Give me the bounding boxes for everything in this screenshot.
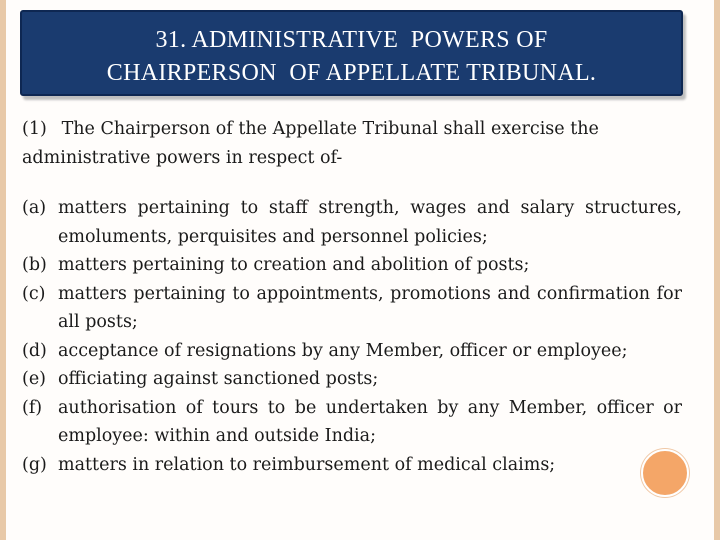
list-item-label: (b) [22, 255, 47, 275]
list-item-text: authorisation of tours to be undertaken by any Member, officer or employee: within and outside India; [58, 397, 682, 446]
list-item [22, 365, 682, 394]
slide-title [20, 10, 683, 96]
list-item [22, 337, 682, 366]
list-item-text: acceptance of resignations by any Member, officer or employee; [58, 340, 628, 361]
list-item [22, 251, 682, 280]
decorative-circle [641, 449, 689, 497]
list-item [22, 451, 682, 480]
list-item-text: matters pertaining to creation and abolition of posts; [58, 255, 530, 275]
list-item-label: (a) [22, 198, 47, 218]
items-list [22, 194, 682, 479]
list-item-label: (g) [22, 454, 47, 475]
list-item [22, 394, 682, 451]
title-line-2: CHAIRPERSON OF APPELLATE TRIBUNAL. [106, 60, 597, 86]
list-item-label: (c) [22, 283, 46, 304]
intro-label: (1) [22, 119, 47, 139]
list-item [22, 280, 682, 337]
list-item-label: (d) [22, 340, 47, 361]
intro-paragraph [22, 115, 682, 172]
list-item-text: matters in relation to reimbursement of medical claims; [58, 454, 556, 475]
list-item-label: (e) [22, 369, 47, 389]
list-item-text: officiating against sanctioned posts; [58, 369, 379, 389]
title-line-1: 31. ADMINISTRATIVE POWERS OF [155, 27, 548, 53]
intro-text: The Chairperson of the Appellate Tribunal shall exercise the administrative powers in respect of- [22, 119, 599, 168]
list-item [22, 194, 682, 251]
list-item-label: (f) [22, 397, 43, 418]
slide-body [22, 115, 682, 479]
list-item-text: matters pertaining to staff strength, wages and salary structures, emoluments, perquisites and personnel policies; [58, 198, 682, 247]
list-item-text: matters pertaining to appointments, promotions and confirmation for all posts; [58, 283, 682, 332]
